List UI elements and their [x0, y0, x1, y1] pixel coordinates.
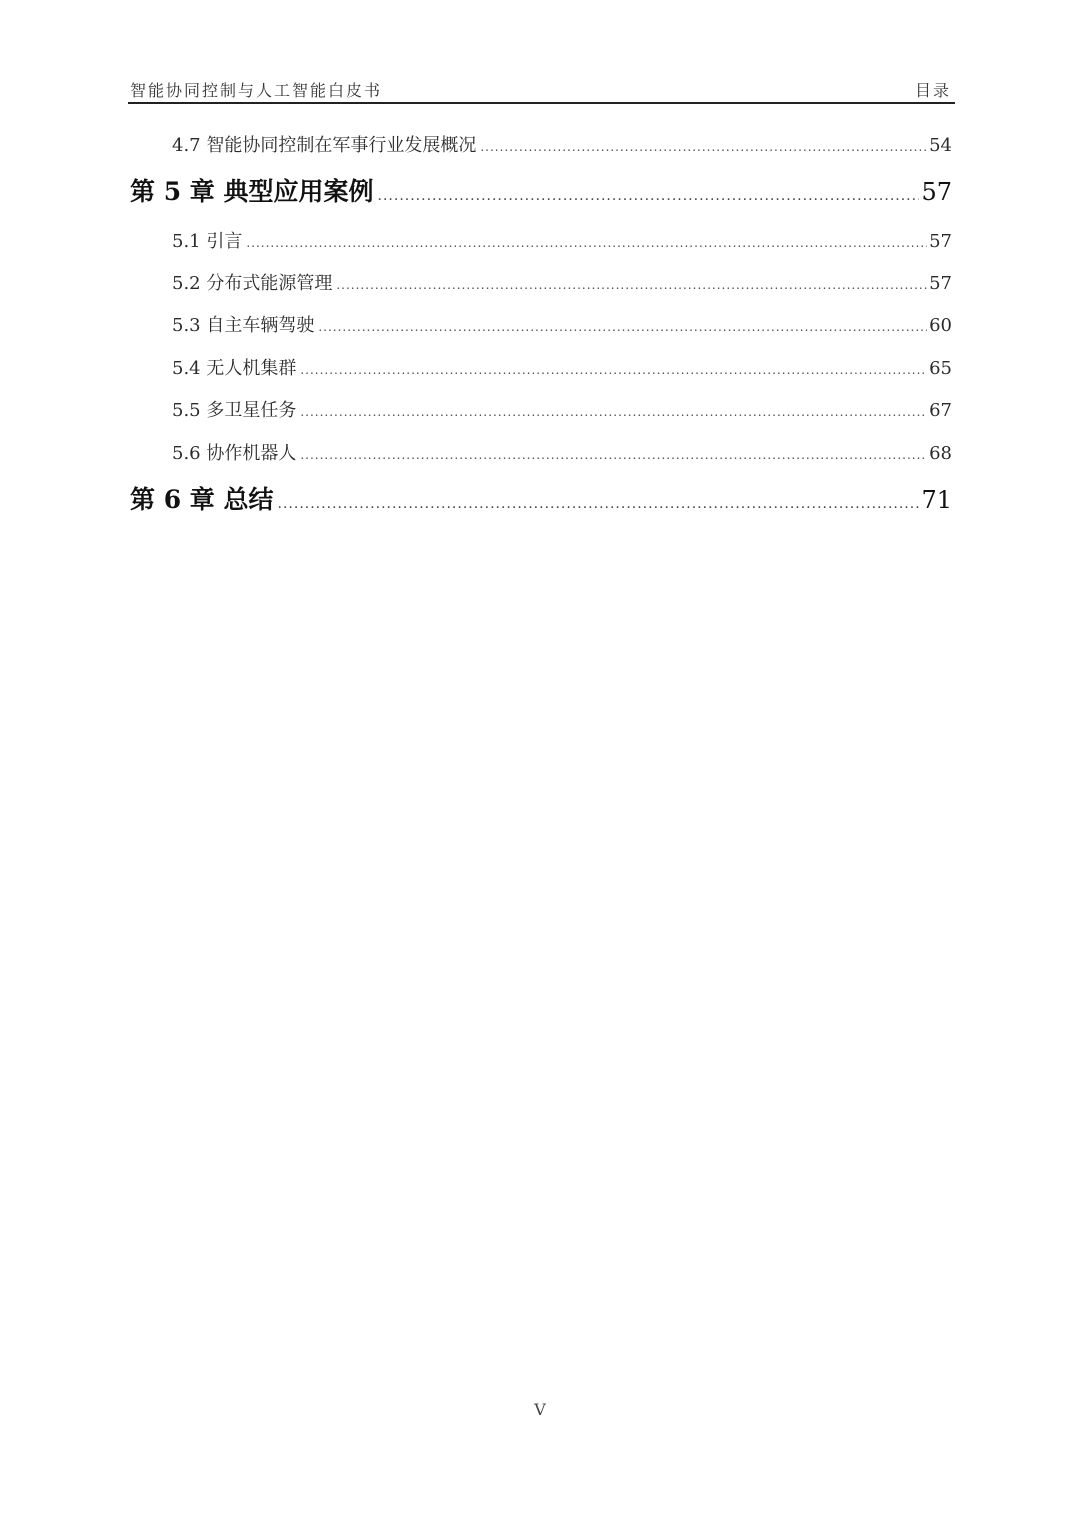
toc-entry-label: 5.3 自主车辆驾驶: [172, 315, 315, 336]
toc-entry-5-1[interactable]: [172, 227, 952, 253]
toc-entry-label: 5.4 无人机集群: [172, 358, 297, 379]
toc-entry-page: 54: [929, 135, 952, 156]
toc-entry-5-2[interactable]: [172, 269, 952, 295]
toc-chapter-5[interactable]: [130, 172, 952, 208]
document-title: 智能协同控制与人工智能白皮书: [130, 81, 383, 100]
header-divider: [128, 102, 955, 104]
toc-chapter-page: 71: [921, 486, 952, 514]
dot-leader: [336, 278, 927, 292]
dot-leader: [300, 448, 927, 462]
section-name: 目录: [914, 81, 951, 100]
toc-chapter-label: 第 6 章 总结: [130, 485, 274, 514]
toc-entry-page: 68: [929, 443, 952, 464]
toc-entry-page: 65: [929, 358, 952, 379]
toc-entry-5-3[interactable]: [172, 311, 952, 337]
page-number: V: [534, 1400, 546, 1419]
toc-entry-label: 5.5 多卫星任务: [172, 400, 297, 421]
toc-entry-5-4[interactable]: [172, 354, 952, 380]
dot-leader: [246, 236, 927, 250]
toc-entry-label: 4.7 智能协同控制在军事行业发展概况: [172, 135, 477, 156]
toc-entry-label: 5.6 协作机器人: [172, 443, 297, 464]
toc-entry-page: 57: [929, 231, 952, 252]
toc-chapter-label: 第 5 章 典型应用案例: [130, 177, 374, 206]
toc-entry-5-6[interactable]: [172, 439, 952, 465]
toc-chapter-6[interactable]: [130, 480, 952, 516]
toc-entry-page: 57: [929, 273, 952, 294]
toc-entry-4-7[interactable]: [172, 131, 952, 157]
dot-leader: [318, 320, 927, 334]
toc-chapter-page: 57: [921, 178, 952, 206]
toc-entry-label: 5.1 引言: [172, 231, 243, 252]
running-header: [130, 78, 955, 102]
dot-leader: [300, 363, 927, 377]
dot-leader: [300, 405, 927, 419]
toc-entry-page: 67: [929, 400, 952, 421]
dot-leader: [378, 188, 920, 204]
dot-leader: [278, 496, 920, 512]
toc-entry-page: 60: [929, 315, 952, 336]
dot-leader: [480, 140, 927, 154]
toc-entry-5-5[interactable]: [172, 396, 952, 422]
toc-entry-label: 5.2 分布式能源管理: [172, 273, 333, 294]
